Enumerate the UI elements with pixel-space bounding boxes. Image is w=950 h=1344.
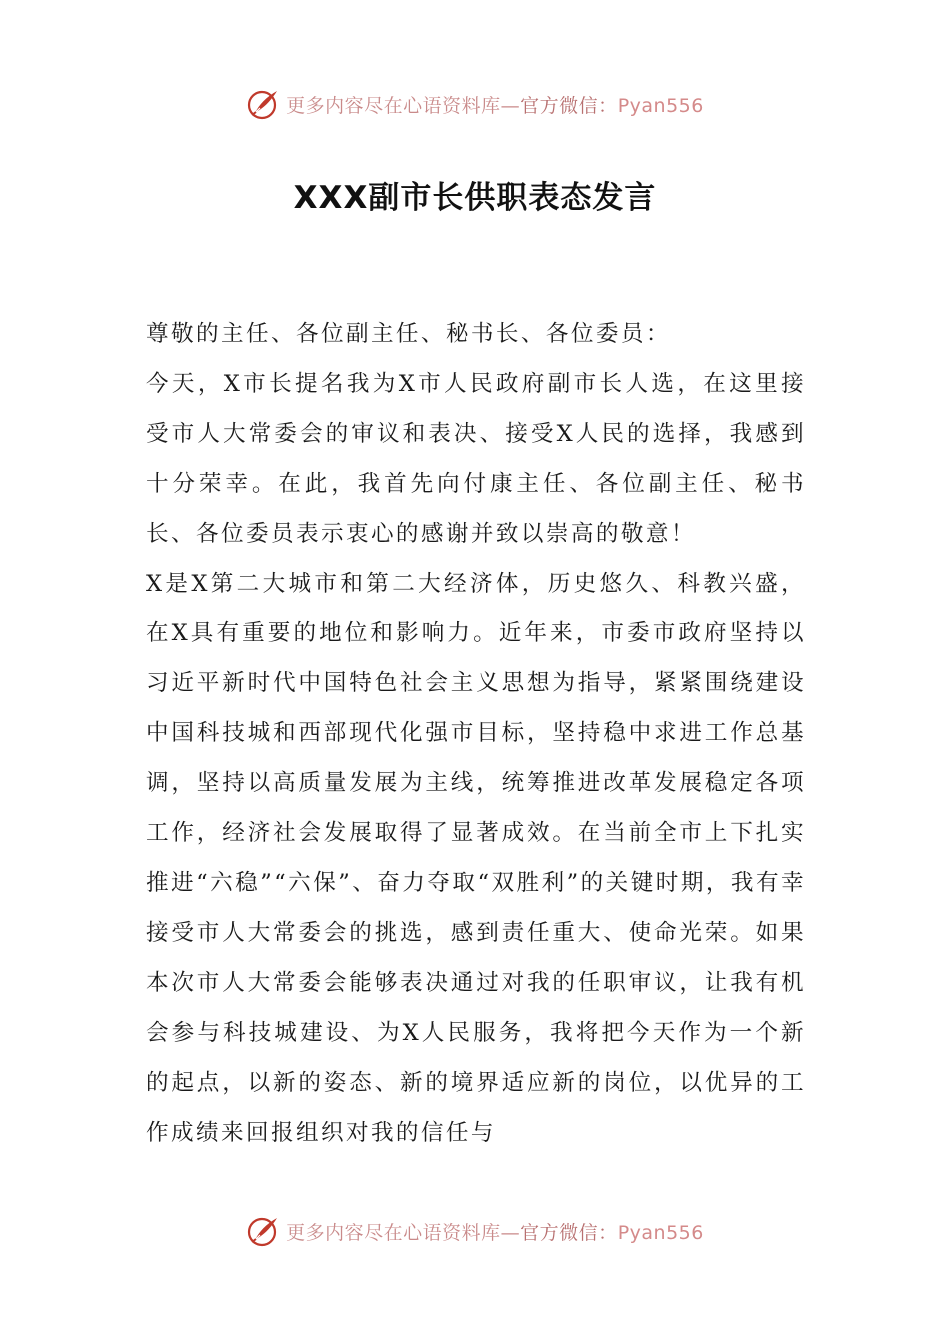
body-paragraph: 今天，X市长提名我为X市人民政府副市长人选，在这里接受市人大常委会的审议和表决、接受X人民的选择，我感到十分荣幸。在此，我首先向付康主任、各位副主任、秘书长、各位委员表示衷心的感谢并致以崇高的敬意！ (146, 370, 806, 547)
banner-wechat-label: 官方微信： (520, 94, 618, 117)
banner-site-text: 更多内容尽在心语资料库 (286, 1221, 501, 1244)
document-body (146, 310, 806, 1158)
document-title: XXX副市长供职表态发言 (293, 180, 657, 216)
banner-handle: Pyan556 (617, 1221, 704, 1244)
body-paragraph: X是X第二大城市和第二大经济体，历史悠久、科教兴盛，在X具有重要的地位和影响力。近年来，市委市政府坚持以习近平新时代中国特色社会主义思想为指导，紧紧围绕建设中国科技城和西部现代化强市目标，坚持稳中求进工作总基调，坚持以高质量发展为主线，统筹推进改革发展稳定各项工作，经济社会发展取得了显著成效。在当前全市上下扎实推进“六稳”“六保”、奋力夺取“双胜利”的关键时期，我有幸接受市人大常委会的挑选，感到责任重大、使命光荣。如果本次市人大常委会能够表决通过对我的任职审议，让我有机会参与科技城建设、为X人民服务，我将把今天作为一个新的起点，以新的姿态、新的境界适应新的岗位，以优异的工作成绩来回报组织对我的信任与 (146, 570, 806, 1146)
banner-handle: Pyan556 (617, 94, 704, 117)
banner-dash: — (500, 1221, 521, 1244)
header-banner (0, 84, 950, 124)
banner-text (286, 1218, 704, 1245)
quill-logo-icon (246, 87, 280, 121)
banner-text (286, 91, 704, 118)
quill-logo-icon (246, 1214, 280, 1248)
banner-site-text: 更多内容尽在心语资料库 (286, 94, 501, 117)
footer-banner (0, 1211, 950, 1251)
banner-wechat-label: 官方微信： (520, 1221, 618, 1244)
salutation-paragraph: 尊敬的主任、各位副主任、秘书长、各位委员： (146, 321, 671, 347)
banner-dash: — (500, 94, 521, 117)
